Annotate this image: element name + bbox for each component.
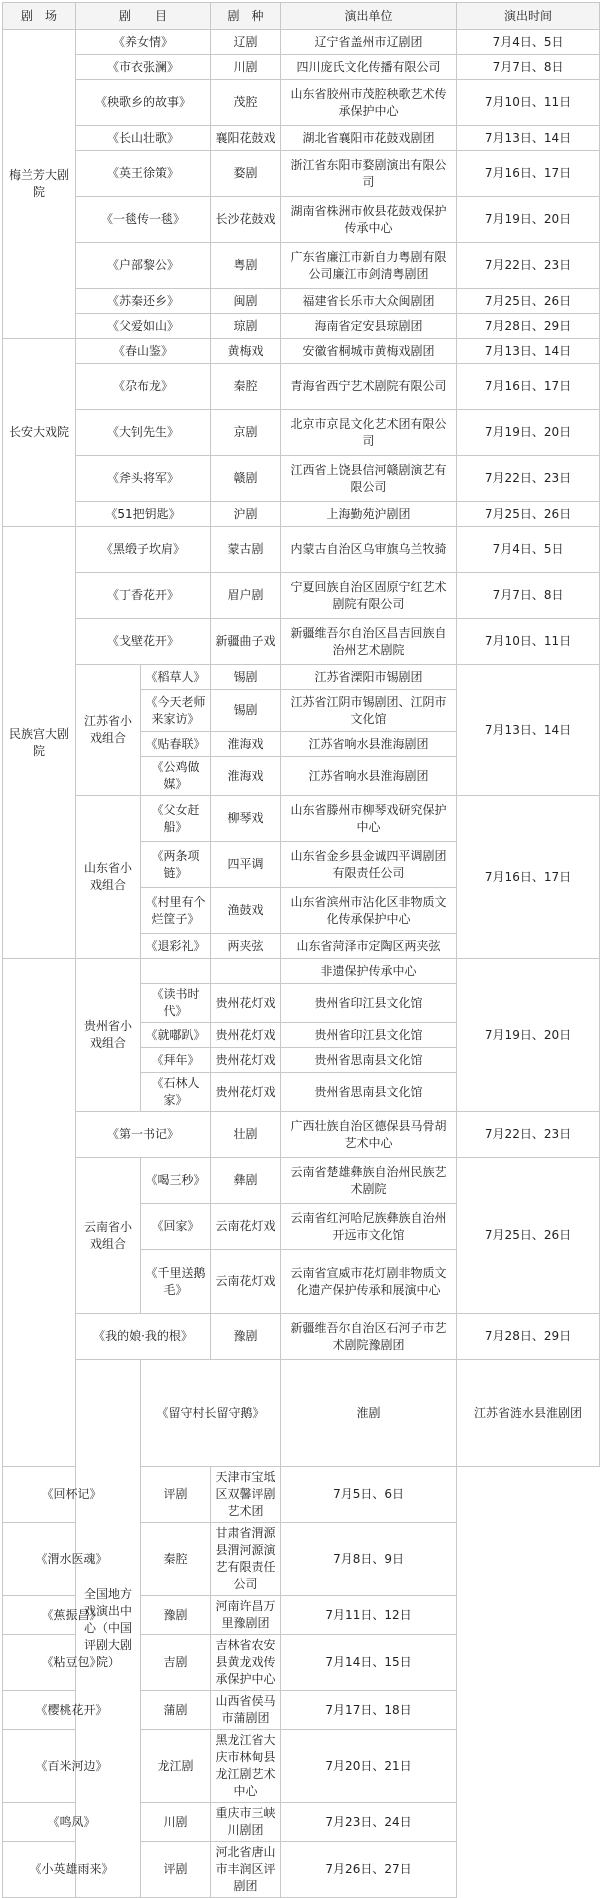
table-row: [3, 30, 600, 55]
troupe-cell: 山东省滕州市柳琴戏研究保护中心: [281, 796, 457, 842]
genre-cell: 眉户剧: [211, 573, 281, 619]
play-cell: 《百米河边》: [3, 1730, 141, 1803]
troupe-cell: 贵州省思南县文化馆: [281, 1048, 457, 1073]
play-cell: 《村里有个烂筐子》: [141, 888, 211, 934]
genre-cell: 襄阳花鼓戏: [211, 126, 281, 151]
genre-cell: 蒲剧: [141, 1691, 211, 1730]
dates-cell: 7月8日、9日: [281, 1523, 457, 1596]
play-cell: 《长山壮歌》: [76, 126, 211, 151]
table-row: [3, 1314, 600, 1360]
play-cell: 《喝三秒》: [141, 1158, 211, 1204]
table-row: [3, 80, 600, 126]
genre-cell: 豫剧: [211, 1314, 281, 1360]
genre-cell: 彝剧: [211, 1158, 281, 1204]
genre-cell: 吉剧: [141, 1635, 211, 1691]
genre-cell: 琼剧: [211, 314, 281, 339]
genre-cell: 茂腔: [211, 80, 281, 126]
troupe-cell: 辽宁省盖州市辽剧团: [281, 30, 457, 55]
troupe-cell: 内蒙古自治区乌审旗乌兰牧骑: [281, 527, 457, 573]
dates-cell: 7月26日、27日: [281, 1842, 457, 1898]
genre-cell: 四平调: [211, 842, 281, 888]
theater-cell: 长安大戏院: [3, 339, 76, 527]
dates-cell: 7月20日、21日: [281, 1730, 457, 1803]
dates-cell: 7月7日、8日: [457, 55, 600, 80]
play-cell: 《回杯记》: [3, 1467, 141, 1523]
troupe-cell: 江西省上饶县信河赣剧演艺有限公司: [281, 456, 457, 502]
troupe-cell: 贵州省印江县文化馆: [281, 984, 457, 1023]
play-cell: 《黑缎子坎肩》: [76, 527, 211, 573]
play-cell: 《小英雄雨来》: [3, 1842, 141, 1898]
dates-cell: 7月7日、8日: [457, 573, 600, 619]
table-row: [3, 665, 600, 690]
table-row: [3, 410, 600, 456]
troupe-cell: 山东省滨州市沾化区非物质文化传承保护中心: [281, 888, 457, 934]
play-cell: 《留守村长留守鹅》: [141, 1360, 281, 1467]
troupe-cell: 福建省长乐市大众闽剧团: [281, 289, 457, 314]
play-cell: 《第一书记》: [76, 1112, 211, 1158]
header-play: 剧 目: [76, 3, 211, 30]
schedule-table: [2, 2, 600, 1898]
troupe-cell: 新疆维吾尔自治区石河子市艺术剧院豫剧团: [281, 1314, 457, 1360]
dates-cell: 7月10日、11日: [457, 619, 600, 665]
table-row: [3, 456, 600, 502]
genre-cell: 淮海戏: [211, 732, 281, 757]
dates-cell: 7月14日、15日: [281, 1635, 457, 1691]
play-cell: 《秧歌乡的故事》: [76, 80, 211, 126]
play-cell: 《贴春联》: [141, 732, 211, 757]
table-row: [3, 314, 600, 339]
group-cell: 江苏省小戏组合: [76, 665, 141, 796]
genre-cell: 粤剧: [211, 243, 281, 289]
genre-cell: 沪剧: [211, 502, 281, 527]
genre-cell: 锡剧: [211, 665, 281, 690]
troupe-cell: 江苏省涟水县淮剧团: [457, 1360, 600, 1467]
play-cell: 《石林人家》: [141, 1073, 211, 1112]
play-cell: 《稻草人》: [141, 665, 211, 690]
table-row: [3, 1158, 600, 1204]
genre-cell: 黄梅戏: [211, 339, 281, 364]
dates-cell: 7月23日、24日: [281, 1803, 457, 1842]
dates-cell: 7月4日、5日: [457, 527, 600, 573]
genre-cell: 云南花灯戏: [211, 1250, 281, 1314]
play-cell: 《斧头将军》: [76, 456, 211, 502]
troupe-cell: 江苏省溧阳市锡剧团: [281, 665, 457, 690]
genre-cell: 柳琴戏: [211, 796, 281, 842]
troupe-cell: 天津市宝坻区双馨评剧艺术团: [211, 1467, 281, 1523]
genre-cell: 贵州花灯戏: [211, 1023, 281, 1048]
play-cell: 《户部黎公》: [76, 243, 211, 289]
table-row: [3, 573, 600, 619]
table-row: [3, 1467, 600, 1523]
group-cell: 山东省小戏组合: [76, 796, 141, 959]
troupe-cell: 湖北省襄阳市花鼓戏剧团: [281, 126, 457, 151]
play-cell: 《回家》: [141, 1204, 211, 1250]
play-cell: 《蕉振昌》: [3, 1596, 141, 1635]
troupe-cell: 湖南省株洲市攸县花鼓戏保护传承中心: [281, 197, 457, 243]
table-row: [3, 1360, 600, 1467]
play-cell: 《英王徐策》: [76, 151, 211, 197]
play-cell: 《就嘟趴》: [141, 1023, 211, 1048]
troupe-cell: 江苏省响水县淮海剧团: [281, 732, 457, 757]
play-cell: 《渭水医魂》: [3, 1523, 141, 1596]
group-cell: 云南省小戏组合: [76, 1158, 141, 1314]
genre-cell: 秦腔: [141, 1523, 211, 1596]
dates-cell: 7月28日、29日: [457, 1314, 600, 1360]
header-theater: 剧 场: [3, 3, 76, 30]
troupe-cell: 黑龙江省大庆市林甸县龙江剧艺术中心: [211, 1730, 281, 1803]
genre-cell: [211, 959, 281, 984]
dates-cell: 7月13日、14日: [457, 665, 600, 796]
troupe-cell: 山东省金乡县金诚四平调剧团有限责任公司: [281, 842, 457, 888]
dates-cell: 7月19日、20日: [457, 197, 600, 243]
troupe-cell: 江苏省响水县淮海剧团: [281, 757, 457, 796]
dates-cell: 7月16日、17日: [457, 796, 600, 959]
play-cell: 《苏秦还乡》: [76, 289, 211, 314]
troupe-cell: 宁夏回族自治区固原宁红艺术剧院有限公司: [281, 573, 457, 619]
play-cell: 《退彩礼》: [141, 934, 211, 959]
theater-cell: [3, 959, 76, 1467]
genre-cell: 川剧: [141, 1803, 211, 1842]
play-cell: 《养女情》: [76, 30, 211, 55]
table-row: [3, 151, 600, 197]
play-cell: 《丁香花开》: [76, 573, 211, 619]
table-row: [3, 959, 600, 984]
play-cell: 《鸣凤》: [3, 1803, 141, 1842]
genre-cell: 蒙古剧: [211, 527, 281, 573]
troupe-cell: 新疆维吾尔自治区昌吉回族自治州艺术剧院: [281, 619, 457, 665]
genre-cell: 云南花灯戏: [211, 1204, 281, 1250]
play-cell: 《两条项链》: [141, 842, 211, 888]
play-cell: 《父爱如山》: [76, 314, 211, 339]
dates-cell: 7月16日、17日: [457, 364, 600, 410]
dates-cell: 7月19日、20日: [457, 959, 600, 1112]
table-row: [3, 1803, 600, 1842]
dates-cell: 7月11日、12日: [281, 1596, 457, 1635]
table-row: [3, 126, 600, 151]
troupe-cell: 山西省侯马市蒲剧团: [211, 1691, 281, 1730]
troupe-cell: 青海省西宁艺术剧院有限公司: [281, 364, 457, 410]
troupe-cell: 广西壮族自治区德保县马骨胡艺术中心: [281, 1112, 457, 1158]
genre-cell: 贵州花灯戏: [211, 1073, 281, 1112]
genre-cell: 辽剧: [211, 30, 281, 55]
troupe-cell: 河北省唐山市丰润区评剧团: [211, 1842, 281, 1898]
performance-schedule: [2, 2, 599, 1898]
genre-cell: 贵州花灯戏: [211, 984, 281, 1023]
genre-cell: 壮剧: [211, 1112, 281, 1158]
genre-cell: 龙江剧: [141, 1730, 211, 1803]
play-cell: 《粘豆包》: [3, 1635, 141, 1691]
dates-cell: 7月19日、20日: [457, 410, 600, 456]
header-dates: 演出时间: [457, 3, 600, 30]
play-cell: 《尕布龙》: [76, 364, 211, 410]
genre-cell: 贵州花灯戏: [211, 1048, 281, 1073]
troupe-cell: 江苏省江阴市锡剧团、江阴市文化馆: [281, 690, 457, 732]
troupe-cell: 非遗保护传承中心: [281, 959, 457, 984]
troupe-cell: 安徽省桐城市黄梅戏剧团: [281, 339, 457, 364]
play-cell: 《千里送鹅毛》: [141, 1250, 211, 1314]
table-row: [3, 527, 600, 573]
play-cell: 《读书时代》: [141, 984, 211, 1023]
troupe-cell: 云南省楚雄彝族自治州民族艺术剧院: [281, 1158, 457, 1204]
table-row: [3, 1112, 600, 1158]
play-cell: 《市衣张澜》: [76, 55, 211, 80]
table-row: [3, 197, 600, 243]
play-cell: 《父女赶船》: [141, 796, 211, 842]
play-cell: 《今天老师来家访》: [141, 690, 211, 732]
troupe-cell: 山东省菏泽市定陶区两夹弦: [281, 934, 457, 959]
troupe-cell: 河南许昌万里豫剧团: [211, 1596, 281, 1635]
genre-cell: 闽剧: [211, 289, 281, 314]
genre-cell: 豫剧: [141, 1596, 211, 1635]
genre-cell: 秦腔: [211, 364, 281, 410]
troupe-cell: 上海勤苑沪剧团: [281, 502, 457, 527]
play-cell: 《一毯传一毯》: [76, 197, 211, 243]
play-cell: [141, 959, 211, 984]
table-row: [3, 289, 600, 314]
troupe-cell: 吉林省农安县黄龙戏传承保护中心: [211, 1635, 281, 1691]
play-cell: 《公鸡做媒》: [141, 757, 211, 796]
dates-cell: 7月25日、26日: [457, 1158, 600, 1314]
play-cell: 《拜年》: [141, 1048, 211, 1073]
dates-cell: 7月10日、11日: [457, 80, 600, 126]
troupe-cell: 贵州省印江县文化馆: [281, 1023, 457, 1048]
genre-cell: 评剧: [141, 1467, 211, 1523]
troupe-cell: 云南省宣威市花灯剧非物质文化遗产保护传承和展演中心: [281, 1250, 457, 1314]
play-cell: 《戈壁花开》: [76, 619, 211, 665]
dates-cell: 7月13日、14日: [457, 339, 600, 364]
troupe-cell: 甘肃省渭源县渭河源演艺有限责任公司: [211, 1523, 281, 1596]
genre-cell: 长沙花鼓戏: [211, 197, 281, 243]
play-cell: 《春山鉴》: [76, 339, 211, 364]
table-row: [3, 796, 600, 842]
troupe-cell: 云南省红河哈尼族彝族自治州开远市文化馆: [281, 1204, 457, 1250]
dates-cell: 7月5日、6日: [281, 1467, 457, 1523]
table-row: [3, 1691, 600, 1730]
header-genre: 剧 种: [211, 3, 281, 30]
genre-cell: 川剧: [211, 55, 281, 80]
troupe-cell: 山东省胶州市茂腔秧歌艺术传承保护中心: [281, 80, 457, 126]
dates-cell: 7月22日、23日: [457, 1112, 600, 1158]
troupe-cell: 四川庞氏文化传播有限公司: [281, 55, 457, 80]
header-troupe: 演出单位: [281, 3, 457, 30]
group-cell: 贵州省小戏组合: [76, 959, 141, 1112]
table-row: [3, 1523, 600, 1596]
dates-cell: 7月13日、14日: [457, 126, 600, 151]
genre-cell: 锡剧: [211, 690, 281, 732]
genre-cell: 淮海戏: [211, 757, 281, 796]
troupe-cell: 重庆市三峡川剧团: [211, 1803, 281, 1842]
genre-cell: 京剧: [211, 410, 281, 456]
genre-cell: 渔鼓戏: [211, 888, 281, 934]
dates-cell: 7月25日、26日: [457, 289, 600, 314]
play-cell: 《51把钥匙》: [76, 502, 211, 527]
dates-cell: 7月16日、17日: [457, 151, 600, 197]
play-cell: 《我的娘·我的根》: [76, 1314, 211, 1360]
table-row: [3, 364, 600, 410]
genre-cell: 赣剧: [211, 456, 281, 502]
dates-cell: 7月28日、29日: [457, 314, 600, 339]
dates-cell: 7月17日、18日: [281, 1691, 457, 1730]
genre-cell: 评剧: [141, 1842, 211, 1898]
theater-cell: 梅兰芳大剧院: [3, 30, 76, 339]
header-row: [3, 3, 600, 30]
table-row: [3, 55, 600, 80]
theater-cell: 民族宫大剧院: [3, 527, 76, 959]
genre-cell: 两夹弦: [211, 934, 281, 959]
table-row: [3, 243, 600, 289]
play-cell: 《大钊先生》: [76, 410, 211, 456]
troupe-cell: 北京市京昆文化艺术团有限公司: [281, 410, 457, 456]
genre-cell: 新疆曲子戏: [211, 619, 281, 665]
table-row: [3, 339, 600, 364]
dates-cell: 7月4日、5日: [457, 30, 600, 55]
table-row: [3, 502, 600, 527]
genre-cell: 淮剧: [281, 1360, 457, 1467]
troupe-cell: 贵州省思南县文化馆: [281, 1073, 457, 1112]
dates-cell: 7月22日、23日: [457, 243, 600, 289]
play-cell: 《樱桃花开》: [3, 1691, 141, 1730]
table-row: [3, 619, 600, 665]
table-row: [3, 1730, 600, 1803]
troupe-cell: 广东省廉江市新自力粤剧有限公司廉江市剑清粤剧团: [281, 243, 457, 289]
troupe-cell: 海南省定安县琼剧团: [281, 314, 457, 339]
dates-cell: 7月25日、26日: [457, 502, 600, 527]
genre-cell: 婺剧: [211, 151, 281, 197]
dates-cell: 7月22日、23日: [457, 456, 600, 502]
troupe-cell: 浙江省东阳市婺剧演出有限公司: [281, 151, 457, 197]
theater-cell: 全国地方戏演出中心（中国评剧大剧院）: [76, 1360, 141, 1898]
table-row: [3, 1842, 600, 1898]
